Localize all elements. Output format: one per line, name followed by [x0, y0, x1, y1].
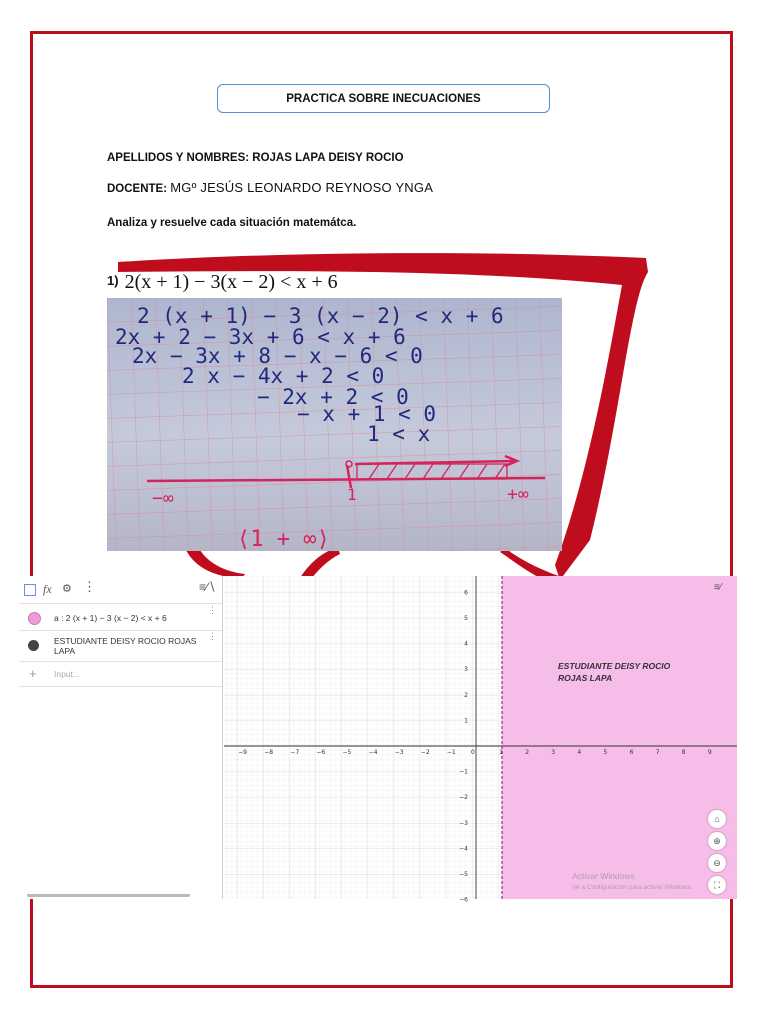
x-tick-label: −4: [368, 749, 378, 756]
graph-text-label: ESTUDIANTE DEISY ROCIO ROJAS LAPA: [558, 661, 671, 683]
algebra-row-text[interactable]: [19, 631, 222, 662]
names-label: APELLIDOS Y NOMBRES:: [107, 152, 250, 164]
names-value: ROJAS LAPA DEISY ROCIO: [252, 152, 404, 164]
graphics-style-icon[interactable]: ≡∕: [714, 582, 722, 593]
y-tick-label: −4: [459, 845, 468, 853]
fx-icon[interactable]: fx: [43, 582, 52, 596]
y-tick-label: 6: [464, 589, 468, 597]
zoom-in-icon[interactable]: ⊕: [708, 832, 726, 850]
x-tick-label: 2: [525, 749, 530, 756]
x-tick-label: −8: [264, 749, 274, 756]
y-tick-label: −1: [459, 768, 468, 776]
x-tick-label: −2: [420, 749, 430, 756]
input-field[interactable]: Input...: [54, 669, 80, 679]
algebra-toolbar: [19, 576, 222, 604]
x-tick-label: 1: [499, 749, 503, 756]
settings-icon[interactable]: ⚙: [62, 583, 72, 595]
y-tick-label: 5: [464, 615, 468, 622]
problem-1: [107, 271, 338, 294]
x-tick-label: −6: [316, 749, 326, 756]
text-visibility-icon[interactable]: [28, 640, 39, 651]
hw-plus-infinity: +∞: [507, 484, 529, 505]
hw-minus-infinity: −∞: [152, 488, 174, 509]
graphics-view[interactable]: [224, 576, 737, 904]
algebra-input-row[interactable]: [19, 662, 222, 687]
handwritten-solution-photo: [107, 298, 562, 551]
problem-number: 1): [107, 273, 119, 288]
instruction-text: Analiza y resuelve cada situación matemátca.: [107, 217, 357, 229]
inequality-label: a : 2 (x + 1) − 3 (x − 2) < x + 6: [54, 613, 167, 623]
x-tick-label: −1: [446, 749, 456, 756]
x-tick-label: −9: [238, 749, 247, 756]
hw-answer: ⟨1 + ∞⟩: [237, 527, 330, 552]
x-tick-label: 6: [629, 749, 634, 756]
y-tick-label: −6: [459, 896, 468, 904]
x-tick-label: 3: [551, 749, 556, 756]
add-icon[interactable]: +: [29, 666, 37, 681]
x-tick-label: 8: [681, 749, 686, 756]
algebra-panel: [19, 576, 223, 899]
y-tick-label: 4: [464, 640, 468, 648]
axes: [224, 576, 737, 904]
windows-watermark: Activar Windows Ve a Configuración para activar Windows.: [572, 871, 693, 891]
student-names-line: [107, 152, 404, 164]
teacher-label: DOCENTE:: [107, 183, 168, 195]
hw-line-5: − 2x + 2 < 0: [257, 385, 409, 409]
x-tick-label: −3: [394, 749, 404, 756]
visibility-toggle-icon[interactable]: [28, 612, 41, 625]
x-tick-label: 5: [603, 749, 608, 756]
x-tick-label: 9: [707, 749, 712, 756]
more-icon[interactable]: ⋮: [83, 579, 96, 594]
document-title: PRACTICA SOBRE INECUACIONES: [217, 84, 550, 113]
algebra-row-inequality[interactable]: [19, 604, 222, 631]
horizontal-scrollbar[interactable]: [27, 894, 190, 897]
fullscreen-icon[interactable]: ⛶: [708, 876, 726, 894]
y-tick-label: 1: [464, 717, 468, 725]
hw-point-1: 1: [347, 485, 357, 504]
hw-line-3: 2x − 3x + 8 − x − 6 < 0: [132, 344, 423, 368]
tools-icon[interactable]: [24, 584, 36, 596]
menu-icon[interactable]: ≡∕∖: [199, 580, 216, 594]
geogebra-screenshot: [19, 576, 737, 904]
hw-line-1: 2 (x + 1) − 3 (x − 2) < x + 6: [137, 304, 504, 328]
x-tick-label: 4: [577, 749, 582, 756]
x-tick-label: 0: [471, 749, 475, 756]
x-tick-label: −7: [290, 749, 300, 756]
y-tick-label: 3: [464, 666, 468, 674]
row-menu-icon[interactable]: ⋮: [208, 605, 217, 615]
y-tick-label: −2: [459, 794, 468, 802]
y-tick-label: 2: [464, 691, 468, 699]
y-tick-label: −3: [459, 819, 468, 827]
teacher-value: MGº JESÚS LEONARDO REYNOSO YNGA: [170, 180, 434, 195]
text-object-label: ESTUDIANTE DEISY ROCIO ROJAS LAPA: [54, 636, 197, 656]
zoom-out-icon[interactable]: ⊖: [708, 854, 726, 872]
home-icon[interactable]: ⌂: [708, 810, 726, 828]
hw-line-2: 2x + 2 − 3x + 6 < x + 6: [115, 325, 406, 349]
y-tick-label: −5: [459, 871, 468, 878]
hw-line-7: 1 < x: [367, 422, 431, 446]
hw-line-6: − x + 1 < 0: [297, 402, 437, 426]
row-menu-icon[interactable]: ⋮: [208, 631, 217, 641]
teacher-line: [107, 180, 433, 195]
x-tick-label: 7: [655, 749, 660, 756]
x-tick-label: −5: [342, 749, 352, 756]
hw-line-4: 2 x − 4x + 2 < 0: [182, 364, 385, 388]
problem-expression: 2(x + 1) − 3(x − 2) < x + 6: [124, 271, 338, 293]
